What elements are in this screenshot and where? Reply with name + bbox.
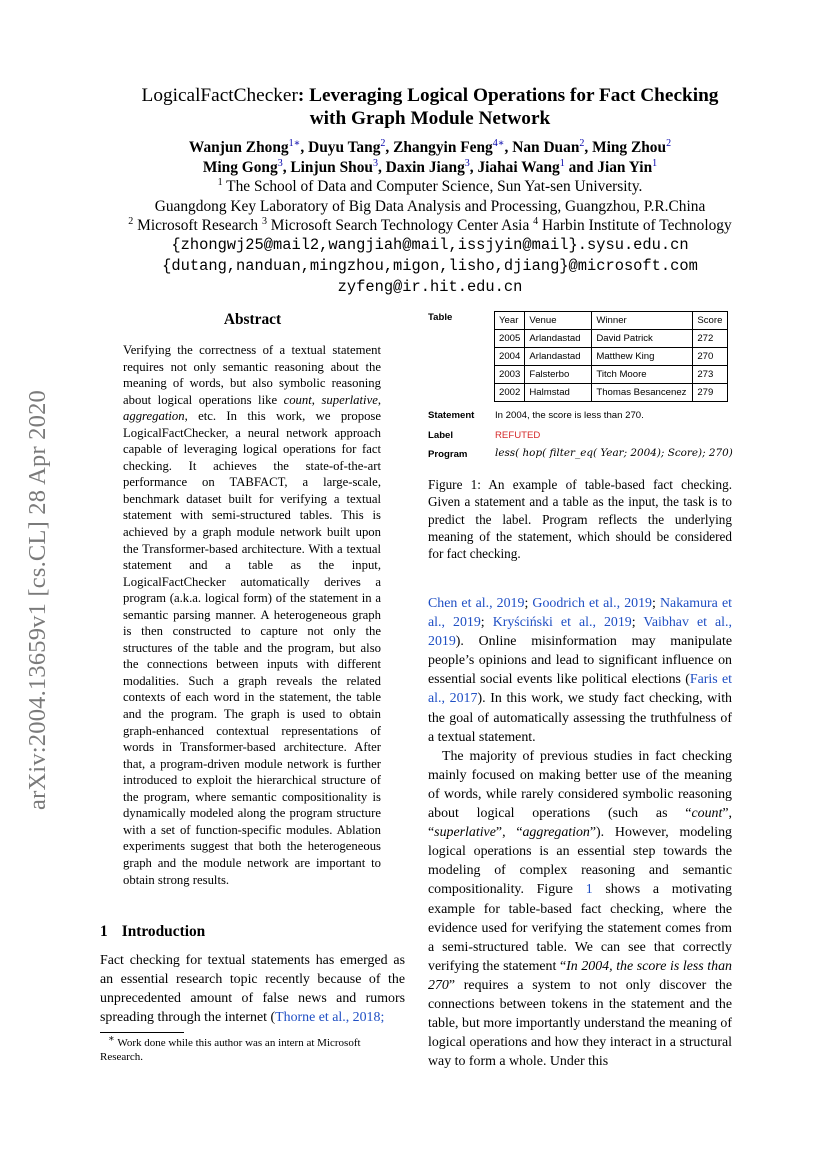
abstract-emph: superlative [321, 392, 378, 407]
emph-text: aggregation [522, 825, 590, 841]
affiliations [80, 177, 780, 236]
arxiv-sidebar-stamp [14, 330, 62, 870]
body-text: ; [631, 615, 644, 631]
table-header-row [495, 312, 728, 330]
table-cell: Arlandastad [525, 330, 592, 348]
author-mark: 4∗ [492, 137, 505, 149]
title-line1: : Leveraging Logical Operations for Fact Checking [297, 85, 719, 106]
table-header-cell: Score [693, 312, 728, 330]
body-text: ; [480, 615, 493, 631]
emph-text: superlative [434, 825, 496, 841]
author-mark: 2 [380, 137, 386, 149]
statement-label: Statement [428, 410, 475, 421]
body-text: ; [524, 596, 533, 611]
section-number: 1 [100, 923, 108, 940]
section-title: Introduction [121, 923, 206, 940]
table-header-cell: Venue [525, 312, 592, 330]
section-heading-introduction [100, 923, 405, 941]
email-line: zyfeng@ir.hit.edu.cn [337, 278, 523, 296]
table-cell: Arlandastad [525, 348, 592, 366]
affiliation-line: Harbin Institute of Technology [538, 217, 732, 234]
affiliation-line: The School of Data and Computer Science, Sun Yat-sen University. [222, 178, 643, 195]
example-table [494, 311, 728, 402]
table-row [495, 384, 728, 402]
affiliation-line: Guangdong Key Laboratory of Big Data Analysis and Processing, Guangzhou, P.R.China [154, 197, 706, 215]
title-line2: with Graph Module Network [309, 108, 551, 129]
body-text: ). Online misinformation may manipulate people’s opinions and lead to significant influence on essential social events like political elections ( [428, 634, 732, 688]
abstract-text: , [311, 392, 322, 407]
author-mark: 1 [652, 157, 658, 169]
author: , Duyu Tang [300, 139, 381, 156]
figure-table [494, 311, 728, 402]
body-text: ; [652, 596, 660, 611]
statement-text: In 2004, the score is less than 270. [495, 410, 644, 421]
footnote [100, 1033, 405, 1064]
table-cell: 2005 [495, 330, 525, 348]
abstract-emph: aggregation [123, 409, 185, 424]
abstract-text: , etc. In this work, we propose LogicalFactChecker, a neural network approach capable of leveraging logical operations for fact checking. It achieves the state-of-the-art performance on TABFACT, a large-scale, benchmark dataset built for verifying a textual statement with semi-structured tables. This is achieved by a graph module network built upon the Transformer-based architecture. With a textual statement and a table as the input, LogicalFactChecker automatically derives a program (a.k.a. logical form) of the statement in a semantic parsing manner. A heterogeneous graph is then constructed to capture not only the structures of the table and the program, but also the connections between inputs with different modalities. Such a graph reveals the related contexts of each word in the statement, the table and the program. The graph is used to obtain graph-enhanced contextual representations of words in Transformer-based architecture. After that, a program-driven module network is further introduced to exploit the hierarchical structure of the program, where semantic compositionality is dynamically modeled along the program structure with a set of function-specific modules. Ablation experiments suggest that both the heterogeneous graph and the module network are important to obtain strong results. [123, 409, 381, 887]
body-text: ”, “ [428, 806, 732, 841]
paragraph [428, 594, 732, 747]
citation-link[interactable]: Kryściński et al., 2019 [492, 615, 632, 631]
body-text: ”). However, modeling logical operations is an essential step towards the modeling of complex reasoning and semantic compositionality. Figure [428, 825, 732, 898]
author: , Zhangyin Feng [385, 139, 493, 156]
table-cell: Halmstad [525, 384, 592, 402]
author-mark: 3 [372, 157, 378, 169]
table-cell: 270 [693, 348, 728, 366]
abstract-text: Verifying the correctness of a textual statement requires not only semantic reasoning about the meaning of words, but also symbolic reasoning about logical operations like [123, 343, 381, 407]
table-cell: Matthew King [592, 348, 693, 366]
author-mark: 3 [464, 157, 470, 169]
body-text: ” requires a system to not only discover the connections between tokens in the statement and the table, but more importantly understand the meaning of logical operations and how they interact in a structural way to form a whole. Under this [428, 977, 732, 1070]
citation-link[interactable]: Goodrich et al., 2019 [532, 596, 653, 611]
citation-link[interactable]: Thorne et al., 2018; [275, 1010, 385, 1026]
table-cell: 2003 [495, 366, 525, 384]
author: Wanjun Zhong [188, 139, 289, 156]
body-text: Fact checking for textual statements has emerged as an essential research topic recently because of the unprecedented amount of false news and rumors spreading through the internet ( [100, 953, 405, 1026]
table-cell: 2002 [495, 384, 525, 402]
table-cell: Falsterbo [525, 366, 592, 384]
table-cell: 279 [693, 384, 728, 402]
abstract-heading: Abstract [223, 311, 282, 328]
table-cell: 272 [693, 330, 728, 348]
citation-link[interactable]: Vaibhav et al., 2019 [428, 615, 732, 650]
body-text: ”, “ [495, 825, 523, 841]
footnote-mark: ∗ [108, 1033, 115, 1045]
right-column-text [428, 594, 732, 1071]
figure-reference-link[interactable]: 1 [585, 882, 593, 898]
author-emails [80, 235, 780, 298]
label-value: REFUTED [495, 430, 541, 441]
author: and Jian Yin [564, 159, 653, 176]
paragraph [428, 747, 732, 1072]
table-cell: 273 [693, 366, 728, 384]
citation-link[interactable]: Faris et al., 2017 [428, 672, 732, 707]
abstract-emph: count [283, 392, 312, 407]
table-row [495, 366, 728, 384]
table-header-cell: Year [495, 312, 525, 330]
footnote-text: Work done while this author was an intern at Microsoft Research. [100, 1037, 361, 1063]
affil-mark: 3 [261, 215, 267, 227]
author: , Nan Duan [504, 139, 580, 156]
arxiv-id: arXiv:2004.13659v1 [cs.CL] 28 Apr 2020 [24, 390, 51, 810]
program-text: less( hop( filter_eq( Year; 2004); Score); 270) [495, 447, 733, 459]
author: , Linjun Shou [282, 159, 373, 176]
emph-text: In 2004, the score is less than 270 [428, 958, 733, 993]
body-text: ). In this work, we study fact checking, with the goal of automatically assessing the truthfulness of a textual statement. [428, 691, 732, 745]
author-mark: 3 [277, 157, 283, 169]
table-row [495, 348, 728, 366]
author-mark: 1∗ [288, 137, 301, 149]
author: , Daxin Jiang [377, 159, 465, 176]
author: , Jiahai Wang [469, 159, 560, 176]
affiliation-line: Microsoft Search Technology Center Asia [266, 217, 534, 234]
affil-mark: 4 [533, 215, 539, 227]
intro-paragraph [100, 951, 405, 1027]
affiliation-line: Microsoft Research [133, 217, 262, 234]
abstract-text: , [377, 392, 382, 407]
table-cell: Titch Moore [592, 366, 693, 384]
author-mark: 2 [666, 137, 672, 149]
author-list [80, 138, 780, 178]
figure-caption: Figure 1: An example of table-based fact checking. Given a statement and a table as the input, the task is to predict the label. Program reflects the underlying meaning of the statement, which should be considered for fact checking. [428, 477, 732, 562]
author-mark: 1 [559, 157, 565, 169]
author: Ming Gong [202, 159, 278, 176]
paper-title [80, 84, 780, 130]
citation-link[interactable]: Nakamura et al., 2019 [428, 596, 732, 631]
abstract-body [123, 342, 381, 888]
author: , Ming Zhou [584, 139, 667, 156]
table-cell: Thomas Besancenez [592, 384, 693, 402]
table-cell: David Patrick [592, 330, 693, 348]
emph-text: count [691, 806, 723, 822]
program-label: Program [428, 449, 468, 460]
figure-table-label: Table [428, 312, 453, 323]
label-label: Label [428, 430, 454, 441]
body-text: shows a motivating example for table-based fact checking, where the evidence used for verifying the statement comes from a semi-structured table. We can see that correctly verifying the statement “ [428, 882, 732, 974]
email-line: {zhongwj25@mail2,wangjiah@mail,issjyin@mail}.sysu.edu.cn [171, 236, 689, 254]
body-text: The majority of previous studies in fact checking mainly focused on making better use of the meaning of words, while rarely considered symbolic reasoning about logical operations (such as “ [428, 748, 732, 822]
citation-link[interactable]: Chen et al., 2019 [428, 596, 525, 611]
author-mark: 2 [579, 137, 585, 149]
email-line: {dutang,nanduan,mingzhou,migon,lisho,djiang}@microsoft.com [162, 257, 698, 275]
affil-mark: 2 [128, 215, 134, 227]
table-cell: 2004 [495, 348, 525, 366]
table-row [495, 330, 728, 348]
title-system-name: LogicalFactChecker [141, 85, 298, 106]
affil-mark: 1 [217, 176, 223, 188]
table-header-cell: Winner [592, 312, 693, 330]
